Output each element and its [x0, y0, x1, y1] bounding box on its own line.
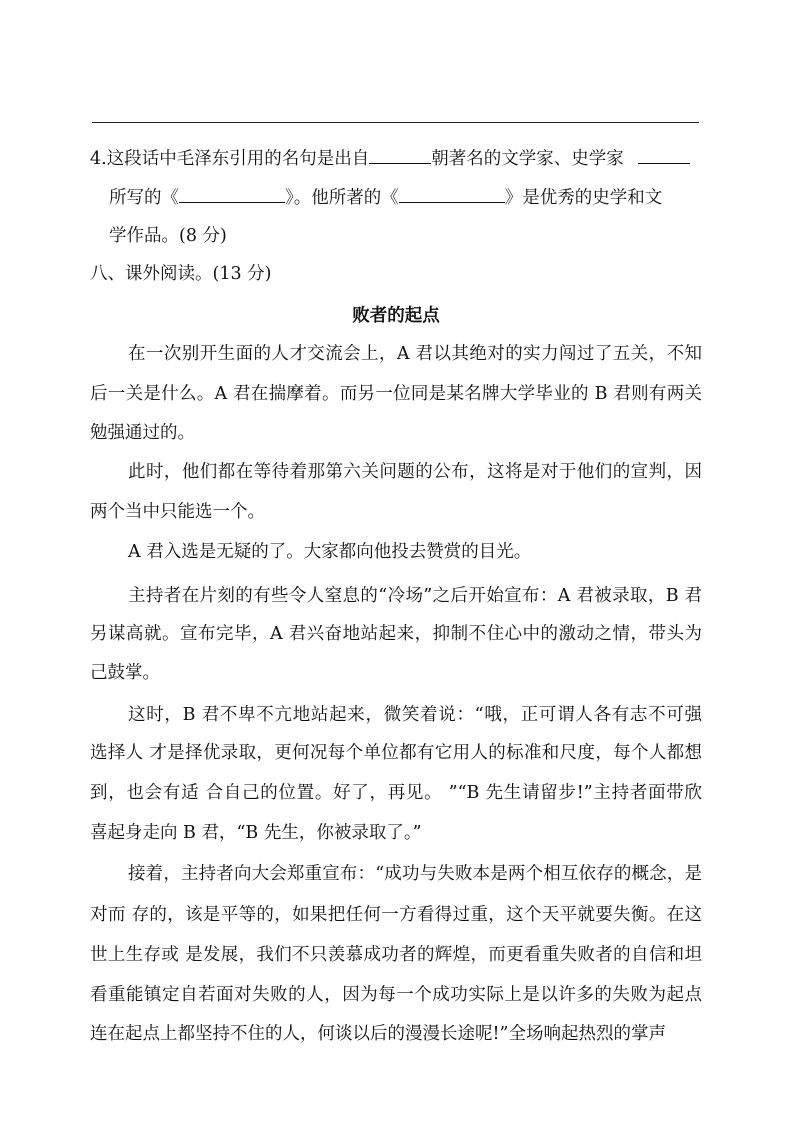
question-4-line-1: [90, 147, 702, 171]
article-line: 对而 存的，该是平等的，如果把任何一方看得过重，这个天平就要失衡。在这: [90, 905, 702, 925]
article-line: 勉强通过的。: [90, 423, 195, 443]
article-line: 世上生存或 是发展，我们不只羡慕成功者的辉煌，而更看重失败者的自信和坦: [90, 945, 702, 965]
q4-text-1: 4.这段话中毛泽东引用的名句是出自: [90, 149, 370, 169]
article-line: 己鼓掌。: [90, 663, 160, 683]
question-4-line-2: [109, 186, 702, 210]
answer-blank-work-2[interactable]: [399, 186, 505, 203]
section-heading: 八、课外阅读。(13 分): [90, 264, 272, 284]
top-divider: [92, 122, 699, 123]
article-line: 看重能镇定自若面对失败的人，因为每一个成功实际上是以许多的失败为起点: [90, 985, 702, 1005]
q4-text-3: 所写的《: [109, 188, 179, 208]
article-line: 喜起身走向 B 君，“B 先生，你被录取了。”: [90, 823, 422, 843]
answer-blank-work-1[interactable]: [179, 186, 285, 203]
article-line: 后一关是什么。A 君在揣摩着。而另一位同是某名牌大学毕业的 B 君则有两关: [90, 384, 702, 404]
q4-text-5: 》是优秀的史学和文: [504, 188, 663, 208]
article-line: 两个当中只能选一个。: [90, 502, 265, 522]
article-line: 在一次别开生面的人才交流会上，A 君以其绝对的实力闯过了五关，不知: [128, 344, 702, 364]
article-line: A 君入选是无疑的了。大家都向他投去赞赏的目光。: [128, 542, 532, 562]
q4-text-4: 》。他所著的《: [285, 188, 399, 208]
q4-text-2: 朝著名的文学家、史学家: [431, 149, 624, 169]
question-4-line-3: 学作品。(8 分): [109, 226, 227, 246]
article-title: 败者的起点: [352, 306, 440, 326]
answer-blank-dynasty[interactable]: [369, 147, 431, 164]
article-line: 这时，B 君不卑不亢地站起来，微笑着说：“哦，正可谓人各有志不可强: [128, 705, 702, 725]
answer-blank-author[interactable]: [638, 147, 690, 164]
article-line: 此时，他们都在等待着那第六关问题的公布，这将是对于他们的宣判，因: [128, 462, 702, 482]
article-line: 接着，主持者向大会郑重宣布：“成功与失败本是两个相互依存的概念，是: [128, 864, 702, 884]
article-line: 选择人 才是择优录取，更何况每个单位都有它用人的标准和尺度，每个人都想: [90, 743, 702, 763]
article-line: 到，也会有适 合自己的位置。好了，再见。 ”“B 先生请留步!”主持者面带欣: [90, 783, 702, 803]
article-line: 主持者在片刻的有些令人窒息的“冷场”之后开始宣布：A 君被录取，B 君: [128, 586, 702, 606]
article-line: 连在起点上都坚持不住的人，何谈以后的漫漫长途呢!”全场响起热烈的掌声: [90, 1024, 666, 1044]
article-line: 另谋高就。宣布完毕，A 君兴奋地站起来，抑制不住心中的激动之情，带头为: [90, 624, 702, 644]
